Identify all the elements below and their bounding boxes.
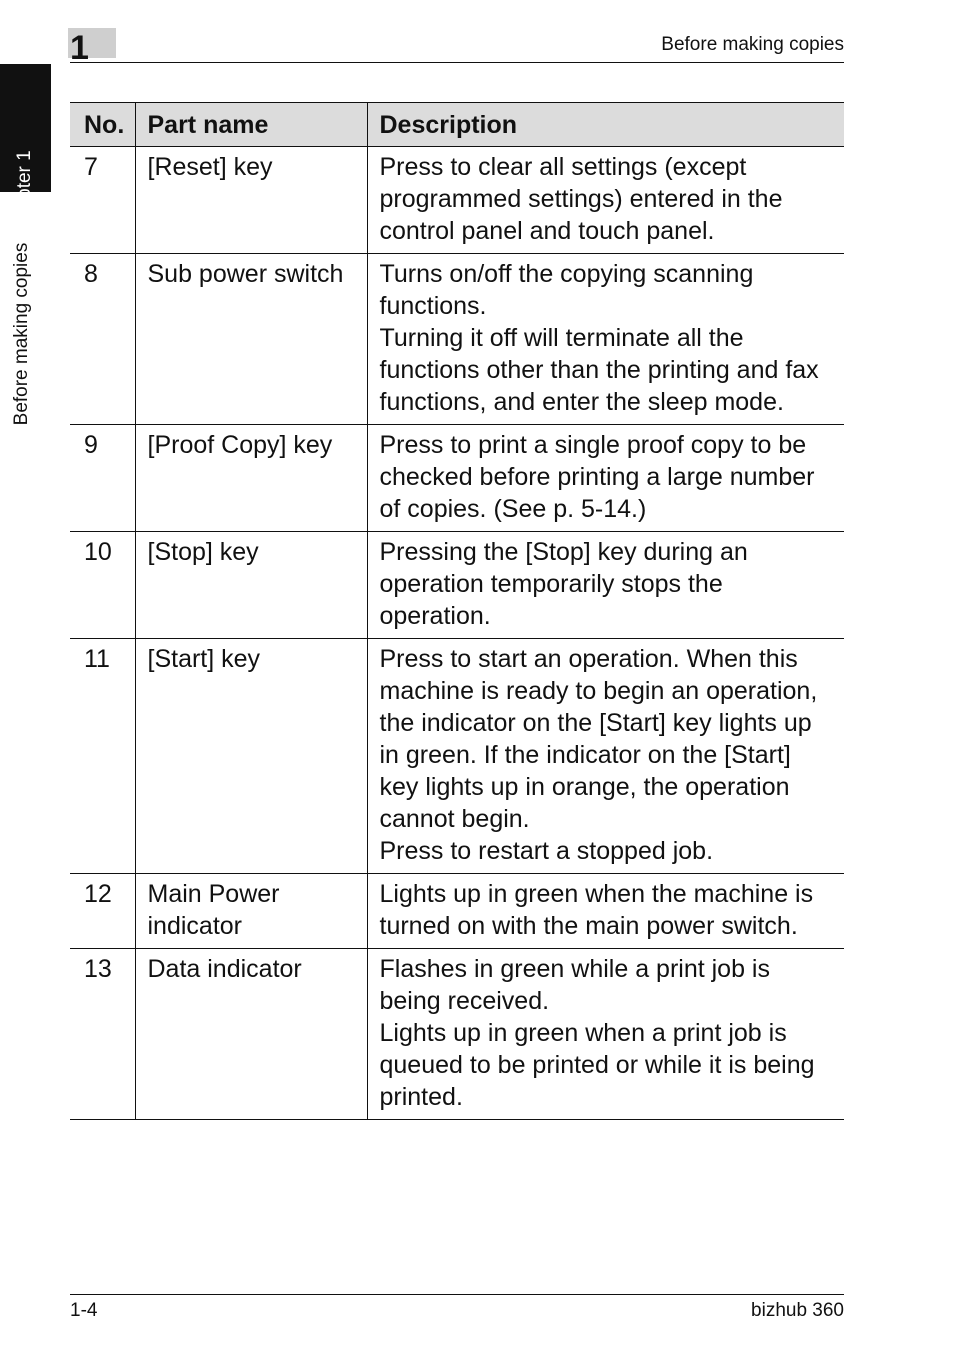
part-name-cell: [Reset] key	[135, 147, 367, 254]
part-number-cell: 7	[70, 147, 135, 254]
description-cell	[367, 254, 844, 425]
table-row	[70, 639, 844, 874]
description-cell	[367, 147, 844, 254]
footer-divider	[70, 1294, 844, 1295]
description-text: Turns on/off the copying scanning functions.	[379, 260, 754, 320]
section-side-label: Before making copies	[11, 242, 32, 426]
column-header-no: No.	[70, 103, 135, 147]
description-text: Press to clear all settings (except programmed settings) entered in the control panel and touch panel.	[379, 153, 783, 245]
description-cell	[367, 639, 844, 874]
table-row	[70, 254, 844, 425]
chapter-number: 1	[70, 29, 89, 67]
description-cell	[367, 949, 844, 1120]
part-name-cell: Data indicator	[135, 949, 367, 1120]
description-text: Press to restart a stopped job.	[379, 837, 714, 865]
description-cell	[367, 425, 844, 532]
table-header-row	[70, 103, 844, 147]
part-name-cell: [Start] key	[135, 639, 367, 874]
part-name-cell: [Proof Copy] key	[135, 425, 367, 532]
description-text: Press to start an operation. When this machine is ready to begin an operation, the indicator on the [Start] key lights up in green. If the indicator on the [Start] key lights up in orange, the operation cannot begin.	[379, 645, 818, 833]
table-row	[70, 949, 844, 1120]
column-header-part-name: Part name	[135, 103, 367, 147]
page-number: 1-4	[70, 1300, 98, 1321]
table-row	[70, 874, 844, 949]
header-divider	[70, 62, 844, 63]
description-text: Press to print a single proof copy to be checked before printing a large number of copies. (See p. 5-14.)	[379, 431, 815, 523]
description-text: Pressing the [Stop] key during an operation temporarily stops the operation.	[379, 538, 748, 630]
description-text: Flashes in green while a print job is being received.	[379, 955, 770, 1015]
part-number-cell: 10	[70, 532, 135, 639]
table-row	[70, 147, 844, 254]
description-cell	[367, 532, 844, 639]
part-number-cell: 12	[70, 874, 135, 949]
parts-table	[70, 102, 844, 1120]
table-body	[70, 147, 844, 1120]
column-header-description: Description	[367, 103, 844, 147]
description-text: Lights up in green when the machine is turned on with the main power switch.	[379, 880, 814, 940]
description-text: Lights up in green when a print job is queued to be printed or while it is being printed.	[379, 1019, 815, 1111]
part-number-cell: 9	[70, 425, 135, 532]
table-row	[70, 425, 844, 532]
part-number-cell: 13	[70, 949, 135, 1120]
part-name-cell: Sub power switch	[135, 254, 367, 425]
chapter-side-tab-label: Chapter 1	[14, 150, 35, 234]
part-number-cell: 11	[70, 639, 135, 874]
description-cell	[367, 874, 844, 949]
part-name-cell: Main Power indicator	[135, 874, 367, 949]
part-number-cell: 8	[70, 254, 135, 425]
chapter-side-tab	[0, 64, 51, 234]
table-row	[70, 532, 844, 639]
page-header-title: Before making copies	[661, 34, 844, 55]
part-name-cell: [Stop] key	[135, 532, 367, 639]
product-name: bizhub 360	[751, 1300, 844, 1321]
description-text: Turning it off will terminate all the functions other than the printing and fax functions, and enter the sleep mode.	[379, 324, 819, 416]
